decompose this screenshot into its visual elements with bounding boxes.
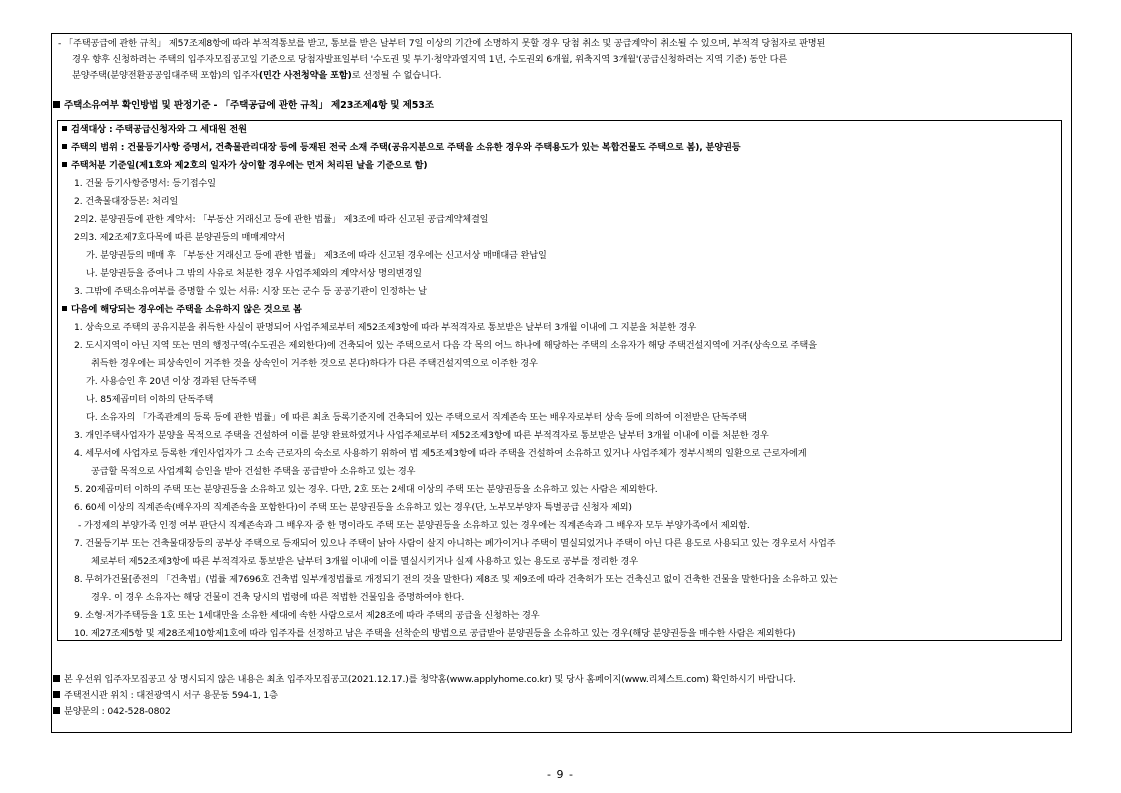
footer-note	[53, 674, 796, 686]
list-item: 나. 분양권등을 증여나 그 밖의 사유로 처분한 경우 사업주체와의 계약서상 명의변경일	[86, 268, 422, 279]
list-item: 2. 건축물대장등본: 처리일	[74, 196, 179, 207]
list-item: 9. 소형·저가주택등을 1호 또는 1세대만을 소유한 세대에 속한 사람으로서 제28조에 따라 주택의 공급을 신청하는 경우	[74, 610, 540, 621]
footer-contact-text: 분양문의 : 042-528-0802	[64, 706, 171, 717]
list-item: 체로부터 제52조제3항에 따른 부적격자로 통보받은 날부터 3개월 이내에 이를 멸실시키거나 실제 사용하고 있는 용도로 공부를 정리한 경우	[91, 556, 638, 567]
list-item: 가. 사용승인 후 20년 이상 경과된 단독주택	[86, 376, 257, 387]
intro-line-2: 경우 향후 신청하려는 주택의 입주자모집공고일 기준으로 당첨자발표일부터 '수도권 및 투기·청약과열지역 1년, 수도권외 6개월, 위축지역 3개월'(공급신청하려는 지역 기준) 동안 다른	[72, 54, 788, 65]
heading-text: 다음에 해당되는 경우에는 주택을 소유하지 않은 것으로 봄	[71, 304, 302, 315]
list-item: 8. 무허가건물[종전의 「건축법」(법률 제7696호 건축법 일부개정법률로 개정되기 전의 것을 말한다) 제8조 및 제9조에 따라 건축허가 또는 건축신고 없이 건축한 건물을 말한다]을 소유하고 있는	[74, 574, 838, 585]
list-item: 공급할 목적으로 사업계획 승인을 받아 건설한 주택을 공급받아 소유하고 있는 경우	[91, 466, 416, 477]
footer-location-text: 주택전시관 위치 : 대전광역시 서구 용문동 594-1, 1층	[64, 690, 278, 701]
list-item: 경우. 이 경우 소유자는 해당 건물이 건축 당시의 법령에 따른 적법한 건물임을 증명하여야 한다.	[91, 592, 465, 603]
square-bullet-icon	[62, 306, 67, 311]
heading-text: 주택처분 기준일(제1호와 제2호의 일자가 상이할 경우에는 먼저 처리된 날을 기준으로 함)	[71, 160, 428, 171]
square-bullet-icon	[53, 101, 60, 108]
list-item: 가. 분양권등의 매매 후 「부동산 거래신고 등에 관한 법률」 제3조에 따라 신고된 경우에는 신고서상 매매대금 완납일	[86, 250, 547, 261]
ownership-criteria-box	[57, 120, 1062, 641]
list-item: 6. 60세 이상의 직계존속(배우자의 직계존속을 포함한다)이 주택 또는 분양권등을 소유하고 있는 경우(단, 노부모부양자 특별공급 신청자 제외)	[74, 502, 632, 513]
list-item: 취득한 경우에는 피상속인이 거주한 것을 상속인이 거주한 것으로 본다)하다가 다른 주택건설지역으로 이주한 경우	[91, 358, 538, 369]
heading-text: 검색대상 : 주택공급신청자와 그 세대원 전원	[71, 124, 247, 135]
list-item: 1. 상속으로 주택의 공유지분을 취득한 사실이 판명되어 사업주체로부터 제52조제3항에 따라 부적격자로 통보받은 날부터 3개월 이내에 그 지분을 처분한 경우	[74, 322, 697, 333]
intro-line-3	[72, 70, 441, 82]
list-item: 1. 건물 등기사항증명서: 등기접수일	[74, 178, 216, 189]
square-bullet-icon	[62, 144, 67, 149]
footer-note-text: 본 우선위 입주자모집공고 상 명시되지 않은 내용은 최초 입주자모집공고(2021.12.17.)를 청약홈(www.applyhome.co.kr) 및 당사 홈페이지(www.리체스트.com) 확인하시기 바랍니다.	[64, 674, 796, 685]
heading-search-target	[62, 124, 247, 136]
list-item: 5. 20제곱미터 이하의 주택 또는 분양권등을 소유하고 있는 경우. 다만, 2호 또는 2세대 이상의 주택 또는 분양권등을 소유하고 있는 사람은 제외한다.	[74, 484, 658, 495]
heading-disposal-date	[62, 160, 427, 172]
list-item: - 가정제의 부양가족 인정 여부 판단시 직계존속과 그 배우자 중 한 명이라도 주택 또는 분양권등을 소유하고 있는 경우에는 직계존속과 그 배우자 모두 부양가족에서 제외함.	[78, 520, 750, 531]
footer-contact	[53, 706, 171, 718]
square-bullet-icon	[53, 707, 60, 714]
section-title-text: 주택소유여부 확인방법 및 판정기준 - 「주택공급에 관한 규칙」 제23조제4항 및 제53조	[64, 100, 434, 111]
list-item: 3. 개인주택사업자가 분양을 목적으로 주택을 건설하여 이를 분양 완료하였거나 사업주체로부터 제52조제3항에 따른 부적격자로 통보받은 날부터 3개월 이내에 이를 처분한 경우	[74, 430, 769, 441]
list-item: 7. 건물등기부 또는 건축물대장등의 공부상 주택으로 등재되어 있으나 주택이 낡아 사람이 살지 아니하는 폐가이거나 주택이 멸실되었거나 주택이 아닌 다른 용도로 사용되고 있는 경우로서 사업주	[74, 538, 836, 549]
heading-text: 주택의 범위 : 건물등기사항 증명서, 건축물관리대장 등에 등재된 전국 소재 주택(공유지분으로 주택을 소유한 경우와 주택용도가 있는 복합건물도 주택으로 봄), 분양권등	[71, 142, 741, 153]
square-bullet-icon	[62, 126, 67, 131]
intro-line-3-end: 로 선정될 수 없습니다.	[351, 70, 442, 81]
heading-exceptions	[62, 304, 302, 316]
intro-line-1: - 「주택공급에 관한 규칙」 제57조제8항에 따라 부적격통보를 받고, 통보를 받은 날부터 7일 이상의 기간에 소명하지 못할 경우 당첨 취소 및 공급계약이 취소될 수 있으며, 부적격 당첨자로 판명된	[58, 38, 826, 49]
footer-location	[53, 690, 278, 702]
list-item: 2. 도시지역이 아닌 지역 또는 면의 행정구역(수도권은 제외한다)에 건축되어 있는 주택으로서 다음 각 목의 어느 하나에 해당하는 주택의 소유자가 해당 주택건설지역에 거주(상속으로 주택을	[74, 340, 817, 351]
list-item: 다. 소유자의 「가족관계의 등록 등에 관한 법률」에 따른 최초 등록기준지에 건축되어 있는 주택으로서 직계존속 또는 배우자로부터 상속 등에 의하여 이전받은 단독주택	[86, 412, 747, 423]
intro-line-3-bold: (민간 사전청약을 포함)	[258, 70, 352, 81]
square-bullet-icon	[53, 675, 60, 682]
heading-housing-scope	[62, 142, 741, 154]
list-item: 10. 제27조제5항 및 제28조제10항제1호에 따라 입주자를 선정하고 남은 주택을 선착순의 방법으로 공급받아 분양권등을 소유하고 있는 경우(해당 분양권등을 매수한 사람은 제외한다)	[74, 628, 796, 639]
square-bullet-icon	[53, 691, 60, 698]
list-item: 4. 세무서에 사업자로 등록한 개인사업자가 그 소속 근로자의 숙소로 사용하기 위하여 법 제5조제3항에 따라 주택을 건설하여 소유하고 있거나 사업주체가 정부시책의 일환으로 근로자에게	[74, 448, 807, 459]
list-item: 2의2. 분양권등에 관한 계약서: 「부동산 거래신고 등에 관한 법률」 제3조에 따라 신고된 공급계약체결일	[74, 214, 489, 225]
list-item: 2의3. 제2조제7호다목에 따른 분양권등의 매매계약서	[74, 232, 286, 243]
document-frame	[51, 33, 1072, 733]
section-title	[53, 100, 434, 112]
list-item: 나. 85제곱미터 이하의 단독주택	[86, 394, 214, 405]
list-item: 3. 그밖에 주택소유여부를 증명할 수 있는 서류: 시장 또는 군수 등 공공기관이 인정하는 날	[74, 286, 427, 297]
intro-line-3-text: 분양주택(분양전환공공임대주택 포함)의 입주자	[72, 70, 259, 81]
square-bullet-icon	[62, 162, 67, 167]
page-number: - 9 -	[547, 768, 574, 781]
